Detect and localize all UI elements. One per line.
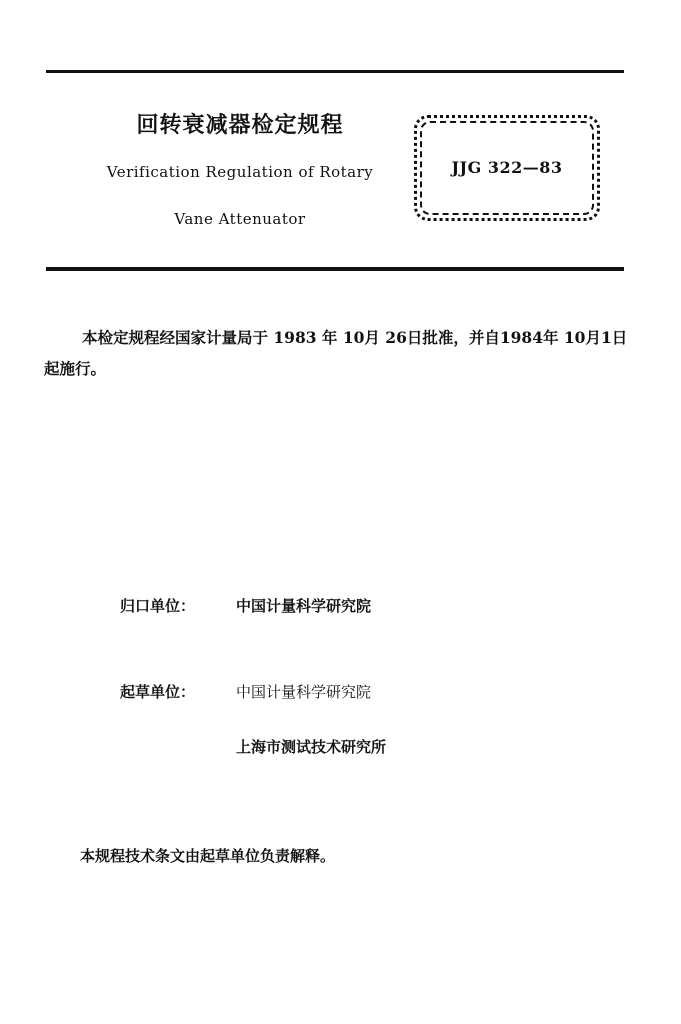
interpretation-note: 本规程技术条文由起草单位负责解释。	[80, 847, 336, 865]
drafting-unit-value-1: 中国计量科学研究院	[236, 683, 372, 701]
regulation-code-box	[414, 115, 600, 221]
regulation-code: JJG 322—83	[451, 158, 563, 177]
document-title-english-line2: Vane Attenuator	[174, 210, 306, 228]
drafting-unit-label: 起草单位：	[120, 683, 196, 701]
document-title-english-line1: Verification Regulation of Rotary	[106, 163, 374, 181]
responsible-unit-label: 归口单位：	[120, 597, 196, 615]
top-rule	[46, 70, 624, 73]
responsible-unit-value: 中国计量科学研究院	[236, 597, 372, 615]
bottom-rule	[46, 267, 624, 271]
drafting-unit-value-2: 上海市测试技术研究所	[236, 738, 387, 756]
approval-statement: 本检定规程经国家计量局于 1983 年 10月 26日批准，并自1984年 10月1日起施行。	[44, 328, 628, 378]
document-title-chinese: 回转衰减器检定规程	[136, 112, 344, 138]
